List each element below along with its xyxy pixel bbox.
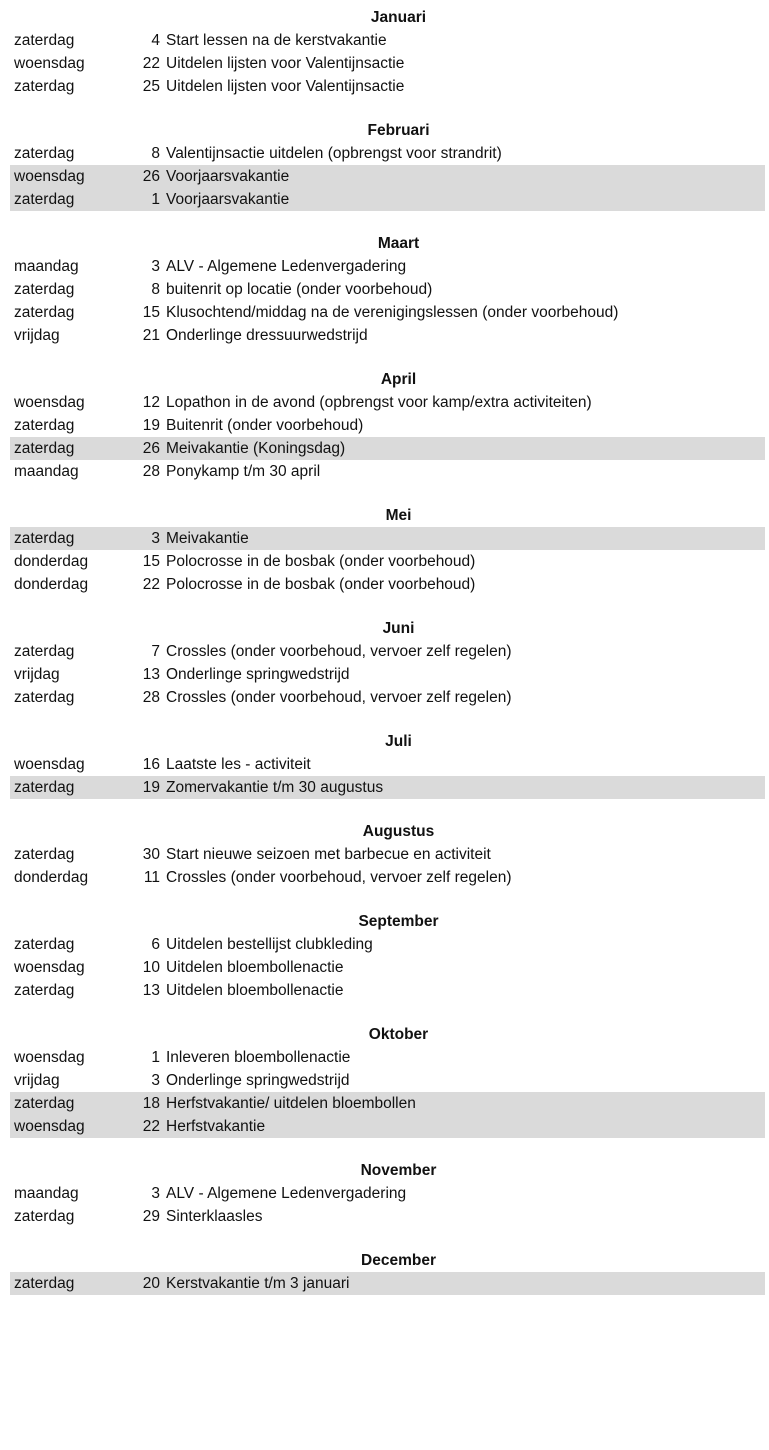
event-date: 28 xyxy=(142,463,160,480)
event-row xyxy=(0,573,769,596)
event-date: 1 xyxy=(151,191,160,208)
event-weekday: zaterdag xyxy=(14,145,75,162)
event-description: Uitdelen lijsten voor Valentijnsactie xyxy=(166,78,405,95)
event-weekday: zaterdag xyxy=(14,440,75,457)
month-section-april xyxy=(0,369,769,483)
event-date: 10 xyxy=(142,959,160,976)
event-description: Onderlinge springwedstrijd xyxy=(166,1072,350,1089)
event-row xyxy=(0,686,769,709)
event-description: Uitdelen bloembollenactie xyxy=(166,959,344,976)
event-row xyxy=(0,301,769,324)
event-description: Ponykamp t/m 30 april xyxy=(166,463,321,480)
event-date: 22 xyxy=(142,1118,160,1135)
event-date: 12 xyxy=(142,394,160,411)
event-row xyxy=(0,933,769,956)
event-description: Start lessen na de kerstvakantie xyxy=(166,32,387,49)
month-title: Mei xyxy=(385,507,412,524)
event-row xyxy=(0,640,769,663)
event-weekday: zaterdag xyxy=(14,936,75,953)
event-date: 26 xyxy=(142,168,160,185)
event-weekday: woensdag xyxy=(14,394,85,411)
event-description: Uitdelen bloembollenactie xyxy=(166,982,344,999)
event-weekday: zaterdag xyxy=(14,191,75,208)
event-weekday: woensdag xyxy=(14,756,85,773)
event-weekday: zaterdag xyxy=(14,846,75,863)
month-section-januari xyxy=(0,7,769,98)
event-description: Sinterklaasles xyxy=(166,1208,263,1225)
event-description: Crossles (onder voorbehoud, vervoer zelf regelen) xyxy=(166,689,512,706)
event-weekday: woensdag xyxy=(14,959,85,976)
event-date: 3 xyxy=(151,258,160,275)
event-row xyxy=(0,75,769,98)
event-row-holiday xyxy=(10,165,765,188)
month-title: Juni xyxy=(382,620,415,637)
event-weekday: donderdag xyxy=(14,553,89,570)
month-section-juni xyxy=(0,618,769,709)
event-row-holiday xyxy=(10,437,765,460)
event-weekday: zaterdag xyxy=(14,281,75,298)
event-weekday: zaterdag xyxy=(14,417,75,434)
event-description: ALV - Algemene Ledenvergadering xyxy=(166,1185,407,1202)
event-date: 25 xyxy=(142,78,160,95)
event-date: 20 xyxy=(142,1275,160,1292)
month-title: Oktober xyxy=(368,1026,429,1043)
event-date: 16 xyxy=(142,756,160,773)
month-section-oktober xyxy=(0,1024,769,1138)
event-description: ALV - Algemene Ledenvergadering xyxy=(166,258,407,275)
event-date: 18 xyxy=(142,1095,160,1112)
event-weekday: woensdag xyxy=(14,55,85,72)
month-section-juli xyxy=(0,731,769,799)
event-description: Herfstvakantie xyxy=(166,1118,266,1135)
event-row-holiday xyxy=(10,1272,765,1295)
month-title: September xyxy=(358,913,439,930)
event-description: Start nieuwe seizoen met barbecue en activiteit xyxy=(166,846,491,863)
event-description: Polocrosse in de bosbak (onder voorbehoud) xyxy=(166,576,476,593)
event-weekday: woensdag xyxy=(14,1118,85,1135)
event-description: Onderlinge springwedstrijd xyxy=(166,666,350,683)
event-date: 1 xyxy=(151,1049,160,1066)
event-row xyxy=(0,1182,769,1205)
event-weekday: vrijdag xyxy=(14,1072,60,1089)
event-row xyxy=(0,843,769,866)
event-description: buitenrit op locatie (onder voorbehoud) xyxy=(166,281,433,298)
event-row xyxy=(0,1046,769,1069)
event-date: 22 xyxy=(142,55,160,72)
event-date: 4 xyxy=(151,32,160,49)
month-title: Juli xyxy=(385,733,412,750)
event-description: Buitenrit (onder voorbehoud) xyxy=(166,417,364,434)
month-section-september xyxy=(0,911,769,1002)
event-date: 29 xyxy=(142,1208,160,1225)
event-description: Laatste les - activiteit xyxy=(166,756,311,773)
event-description: Meivakantie xyxy=(166,530,249,547)
activity-schedule xyxy=(0,7,769,1295)
event-date: 3 xyxy=(151,1185,160,1202)
event-row xyxy=(0,866,769,889)
month-title: November xyxy=(360,1162,437,1179)
event-weekday: zaterdag xyxy=(14,643,75,660)
event-description: Lopathon in de avond (opbrengst voor kamp/extra activiteiten) xyxy=(166,394,592,411)
event-description: Klusochtend/middag na de verenigingslessen (onder voorbehoud) xyxy=(166,304,619,321)
event-weekday: zaterdag xyxy=(14,1275,75,1292)
month-title: Februari xyxy=(367,122,430,139)
event-row xyxy=(0,956,769,979)
event-row xyxy=(0,324,769,347)
event-description: Kerstvakantie t/m 3 januari xyxy=(166,1275,350,1292)
event-row-holiday xyxy=(10,527,765,550)
event-description: Zomervakantie t/m 30 augustus xyxy=(166,779,384,796)
event-weekday: maandag xyxy=(14,258,79,275)
event-weekday: zaterdag xyxy=(14,1208,75,1225)
event-description: Uitdelen lijsten voor Valentijnsactie xyxy=(166,55,405,72)
event-weekday: zaterdag xyxy=(14,78,75,95)
event-weekday: zaterdag xyxy=(14,32,75,49)
event-weekday: donderdag xyxy=(14,869,89,886)
event-row xyxy=(0,142,769,165)
event-row xyxy=(0,1069,769,1092)
event-weekday: donderdag xyxy=(14,576,89,593)
month-section-november xyxy=(0,1160,769,1228)
event-description: Inleveren bloembollenactie xyxy=(166,1049,351,1066)
event-date: 6 xyxy=(151,936,160,953)
event-description: Crossles (onder voorbehoud, vervoer zelf regelen) xyxy=(166,869,512,886)
event-weekday: zaterdag xyxy=(14,530,75,547)
event-weekday: maandag xyxy=(14,1185,79,1202)
event-row xyxy=(0,1205,769,1228)
event-weekday: zaterdag xyxy=(14,304,75,321)
month-title: April xyxy=(380,371,417,388)
event-date: 11 xyxy=(143,869,160,886)
event-weekday: zaterdag xyxy=(14,982,75,999)
event-row xyxy=(0,255,769,278)
month-section-december xyxy=(0,1250,769,1295)
event-description: Meivakantie (Koningsdag) xyxy=(166,440,346,457)
event-date: 13 xyxy=(142,982,160,999)
month-section-mei xyxy=(0,505,769,596)
event-date: 19 xyxy=(142,779,160,796)
event-row-holiday xyxy=(10,188,765,211)
event-date: 21 xyxy=(142,327,160,344)
event-date: 8 xyxy=(151,145,160,162)
event-date: 15 xyxy=(142,553,160,570)
event-date: 22 xyxy=(142,576,160,593)
event-description: Voorjaarsvakantie xyxy=(166,168,290,185)
event-date: 7 xyxy=(151,643,160,660)
event-description: Voorjaarsvakantie xyxy=(166,191,290,208)
event-description: Uitdelen bestellijst clubkleding xyxy=(166,936,373,953)
month-section-februari xyxy=(0,120,769,211)
event-weekday: maandag xyxy=(14,463,79,480)
event-description: Valentijnsactie uitdelen (opbrengst voor strandrit) xyxy=(166,145,502,162)
event-date: 8 xyxy=(151,281,160,298)
event-description: Polocrosse in de bosbak (onder voorbehoud) xyxy=(166,553,476,570)
event-description: Crossles (onder voorbehoud, vervoer zelf regelen) xyxy=(166,643,512,660)
event-date: 28 xyxy=(142,689,160,706)
event-weekday: woensdag xyxy=(14,168,85,185)
month-title: Januari xyxy=(370,9,427,26)
event-row xyxy=(0,278,769,301)
event-row xyxy=(0,460,769,483)
month-title: Augustus xyxy=(362,823,435,840)
event-row-holiday xyxy=(10,1092,765,1115)
event-date: 15 xyxy=(142,304,160,321)
event-weekday: zaterdag xyxy=(14,689,75,706)
event-row xyxy=(0,29,769,52)
event-weekday: vrijdag xyxy=(14,327,60,344)
event-weekday: vrijdag xyxy=(14,666,60,683)
event-description: Herfstvakantie/ uitdelen bloembollen xyxy=(166,1095,416,1112)
event-row xyxy=(0,52,769,75)
event-row xyxy=(0,414,769,437)
event-row xyxy=(0,663,769,686)
event-date: 30 xyxy=(142,846,160,863)
event-row xyxy=(0,391,769,414)
event-row-holiday xyxy=(10,776,765,799)
event-row-holiday xyxy=(10,1115,765,1138)
event-weekday: woensdag xyxy=(14,1049,85,1066)
month-title: December xyxy=(361,1252,436,1269)
month-section-augustus xyxy=(0,821,769,889)
event-weekday: zaterdag xyxy=(14,1095,75,1112)
event-description: Onderlinge dressuurwedstrijd xyxy=(166,327,368,344)
event-row xyxy=(0,753,769,776)
month-title: Maart xyxy=(377,235,420,252)
event-weekday: zaterdag xyxy=(14,779,75,796)
event-date: 19 xyxy=(142,417,160,434)
event-row xyxy=(0,550,769,573)
event-row xyxy=(0,979,769,1002)
event-date: 13 xyxy=(142,666,160,683)
month-section-maart xyxy=(0,233,769,347)
event-date: 26 xyxy=(142,440,160,457)
event-date: 3 xyxy=(151,530,160,547)
event-date: 3 xyxy=(151,1072,160,1089)
